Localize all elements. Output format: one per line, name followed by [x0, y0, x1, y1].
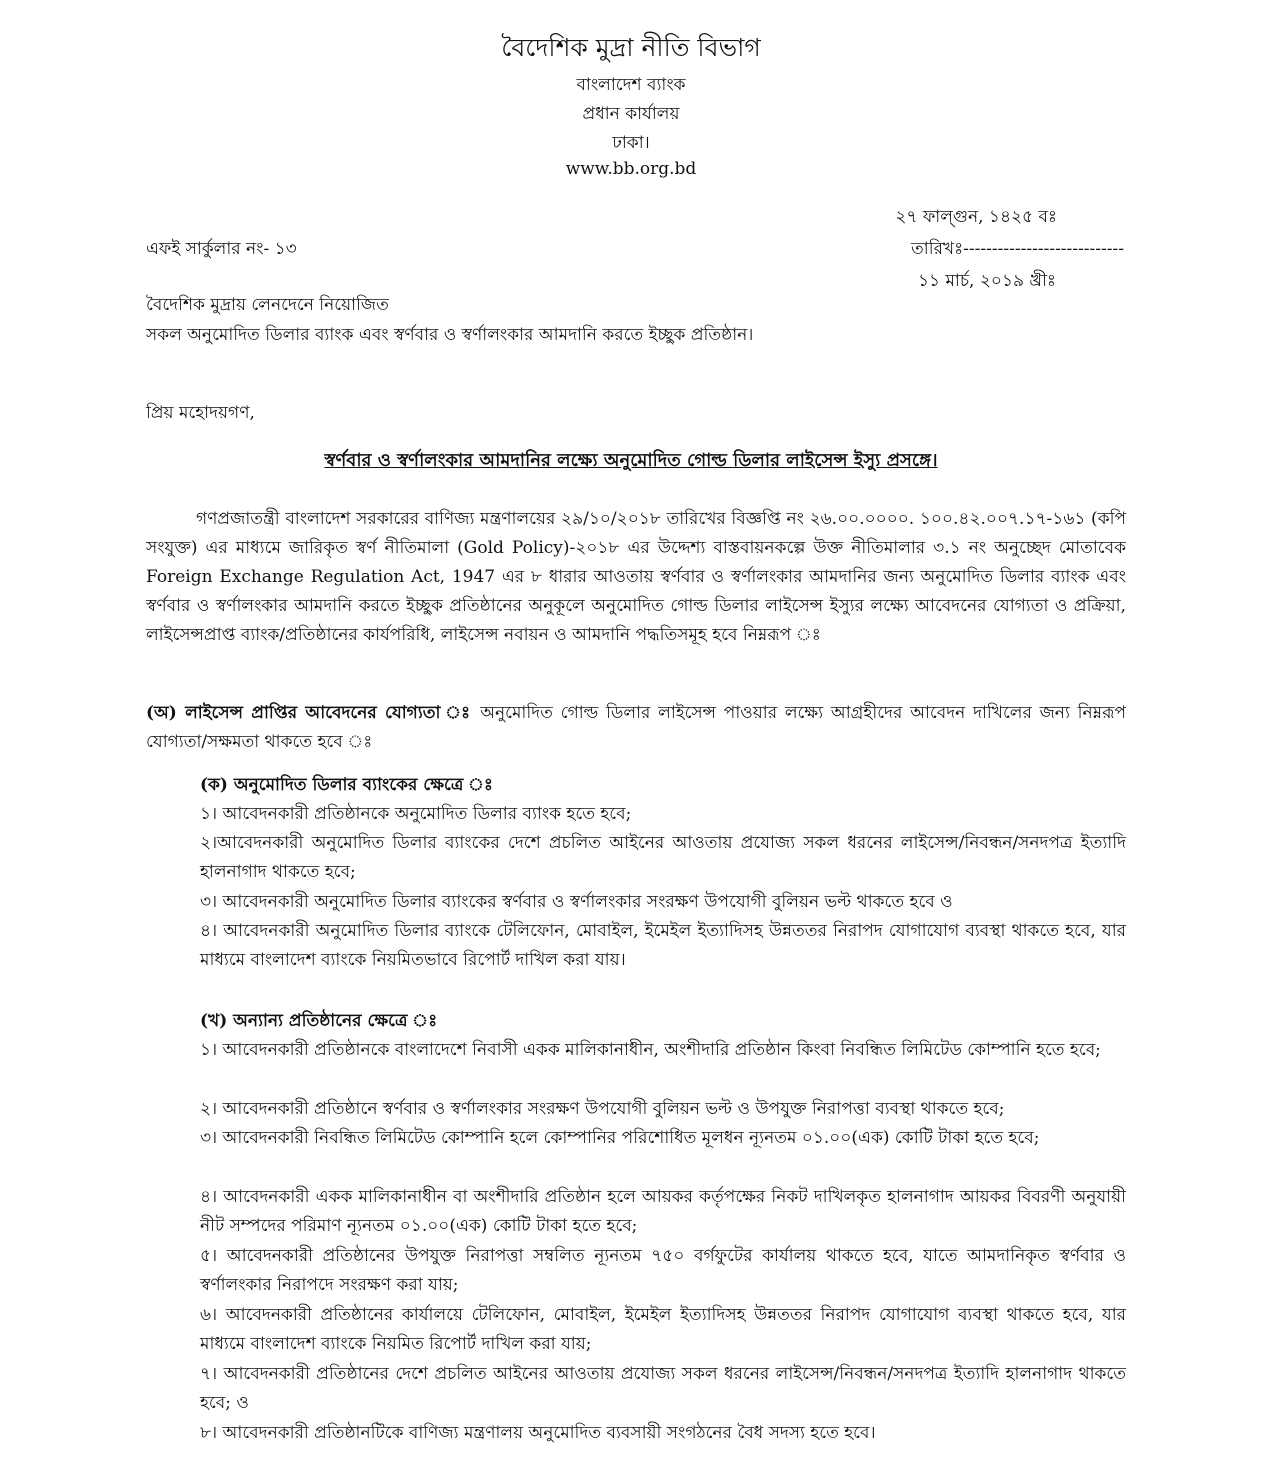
- date-label: তারিখঃ----------------------------: [911, 239, 1124, 259]
- sub-kha-heading: (খ) অন্যান্য প্রতিষ্ঠানের ক্ষেত্রে ঃ: [200, 1011, 438, 1031]
- list-item: ৫। আবেদনকারী প্রতিষ্ঠানের উপযুক্ত নিরাপত্তা সম্বলিত ন্যূনতম ৭৫০ বর্গফুটের কার্যালয় থাকতে হবে, যাতে আমদানিকৃত স্বর্ণবার ও স্বর্ণালংকার নিরাপদে সংরক্ষণ করা যায়;: [200, 1246, 1126, 1295]
- city-name: ঢাকা।: [612, 133, 650, 153]
- recipient-line-2: সকল অনুমোদিত ডিলার ব্যাংক এবং স্বর্ণবার ও স্বর্ণালংকার আমদানি করতে ইচ্ছুক প্রতিষ্ঠান।: [146, 325, 754, 345]
- list-item: ৩। আবেদনকারী অনুমোদিত ডিলার ব্যাংকের স্বর্ণবার ও স্বর্ণালংকার সংরক্ষণ উপযোগী বুলিয়ন ভল্ট থাকতে হবে ও: [200, 892, 953, 912]
- bank-name: বাংলাদেশ ব্যাংক: [576, 75, 686, 95]
- sub-ka-heading: (ক) অনুমোদিত ডিলার ব্যাংকের ক্ষেত্রে ঃ: [200, 775, 493, 795]
- list-item: ৮। আবেদনকারী প্রতিষ্ঠানটিকে বাণিজ্য মন্ত্রণালয় অনুমোদিত ব্যবসায়ী সংগঠনের বৈধ সদস্য হতে হবে।: [200, 1423, 876, 1443]
- section-a: [146, 699, 1126, 757]
- subject-text: স্বর্ণবার ও স্বর্ণালংকার আমদানির লক্ষ্যে অনুমোদিত গোল্ড ডিলার লাইসেন্স ইস্যু প্রসঙ্গে।: [324, 450, 938, 471]
- subject-line: [0, 446, 1262, 477]
- intro-paragraph: গণপ্রজাতন্ত্রী বাংলাদেশ সরকারের বাণিজ্য মন্ত্রণালয়ের ২৯/১০/২০১৮ তারিখের বিজ্ঞপ্তি নং ২৬.০০.০০০০. ১০০.৪২.০০৭.১৭-১৬১ (কপি সংযুক্ত) এর মাধ্যমে জারিকৃত স্বর্ণ নীতিমালা (Gold Policy)-২০১৮ এর উদ্দেশ্য বাস্তবায়নকল্পে উক্ত নীতিমালার ৩.১ নং অনুচ্ছেদ মোতাবেক Foreign Exchange Regulation Act, 1947 এর ৮ ধারার আওতায় স্বর্ণবার ও স্বর্ণালংকার আমদানির জন্য অনুমোদিত ডিলার ব্যাংক এবং স্বর্ণবার ও স্বর্ণালংকার আমদানি করতে ইচ্ছুক প্রতিষ্ঠানের অনুকূলে অনুমোদিত গোল্ড ডিলার লাইসেন্স ইস্যুর লক্ষ্যে আবেদনের যোগ্যতা ও প্রক্রিয়া, লাইসেন্সপ্রাপ্ত ব্যাংক/প্রতিষ্ঠানের কার্যপরিধি, লাইসেন্স নবায়ন ও আমদানি পদ্ধতিসমূহ হবে নিম্নরূপ ঃ: [146, 509, 1126, 645]
- department-title: বৈদেশিক মুদ্রা নীতি বিভাগ: [501, 33, 761, 62]
- list-item: ১। আবেদনকারী প্রতিষ্ঠানকে অনুমোদিত ডিলার ব্যাংক হতে হবে;: [200, 804, 632, 824]
- date-english: ১১ মার্চ, ২০১৯ খ্রীঃ: [918, 271, 1056, 291]
- list-item: ১। আবেদনকারী প্রতিষ্ঠানকে বাংলাদেশে নিবাসী একক মালিকানাধীন, অংশীদারি প্রতিষ্ঠান কিংবা নিবন্ধিত লিমিটেড কোম্পানি হতে হবে;: [200, 1040, 1101, 1060]
- office-name: প্রধান কার্যালয়: [582, 104, 680, 124]
- website: www.bb.org.bd: [565, 159, 697, 179]
- recipient-line-1: বৈদেশিক মুদ্রায় লেনদেনে নিয়োজিত: [146, 295, 389, 315]
- list-item: ৪। আবেদনকারী একক মালিকানাধীন বা অংশীদারি প্রতিষ্ঠান হলে আয়কর কর্তৃপক্ষের নিকট দাখিলকৃত হালনাগাদ আয়কর বিবরণী অনুযায়ী নীট সম্পদের পরিমাণ ন্যূনতম ০১.০০(এক) কোটি টাকা হতে হবে;: [200, 1187, 1126, 1236]
- list-item: ৪। আবেদনকারী অনুমোদিত ডিলার ব্যাংকে টেলিফোন, মোবাইল, ইমেইল ইত্যাদিসহ উন্নততর নিরাপদ যোগাযোগ ব্যবস্থা থাকতে হবে, যার মাধ্যমে বাংলাদেশ ব্যাংকে নিয়মিতভাবে রিপোর্ট দাখিল করা যায়।: [200, 921, 1126, 970]
- list-item: ৭। আবেদনকারী প্রতিষ্ঠানের দেশে প্রচলিত আইনের আওতায় প্রযোজ্য সকল ধরনের লাইসেন্স/নিবন্ধন/সনদপত্র ইত্যাদি হালনাগাদ থাকতে হবে; ও: [200, 1364, 1126, 1413]
- date-bangla: ২৭ ফাল্গুন, ১৪২৫ বঃ: [895, 207, 1057, 227]
- salutation: প্রিয় মহোদয়গণ,: [146, 403, 255, 423]
- list-item: ৩। আবেদনকারী নিবন্ধিত লিমিটেড কোম্পানি হলে কোম্পানির পরিশোধিত মূলধন ন্যূনতম ০১.০০(এক) কোটি টাকা হতে হবে;: [200, 1128, 1040, 1148]
- circular-number: এফই সার্কুলার নং- ১৩: [146, 239, 297, 259]
- section-a-text: অনুমোদিত গোল্ড ডিলার লাইসেন্স পাওয়ার লক্ষ্যে আগ্রহীদের আবেদন দাখিলের জন্য নিম্নরূপ যোগ্যতা/সক্ষমতা থাকতে হবে ঃ: [146, 703, 1126, 752]
- list-item: ২।আবেদনকারী অনুমোদিত ডিলার ব্যাংকের দেশে প্রচলিত আইনের আওতায় প্রযোজ্য সকল ধরনের লাইসেন্স/নিবন্ধন/সনদপত্র ইত্যাদি হালনাগাদ থাকতে হবে;: [200, 833, 1126, 882]
- list-item: ৬। আবেদনকারী প্রতিষ্ঠানের কার্যালয়ে টেলিফোন, মোবাইল, ইমেইল ইত্যাদিসহ উন্নততর নিরাপদ যোগাযোগ ব্যবস্থা থাকতে হবে, যার মাধ্যমে বাংলাদেশ ব্যাংকে নিয়মিত রিপোর্ট দাখিল করা যায়;: [200, 1305, 1126, 1354]
- section-a-heading: (অ) লাইসেন্স প্রাপ্তির আবেদনের যোগ্যতা ঃ: [146, 703, 473, 723]
- list-item: ২। আবেদনকারী প্রতিষ্ঠানে স্বর্ণবার ও স্বর্ণালংকার সংরক্ষণ উপযোগী বুলিয়ন ভল্ট ও উপযুক্ত নিরাপত্তা ব্যবস্থা থাকতে হবে;: [200, 1099, 1005, 1119]
